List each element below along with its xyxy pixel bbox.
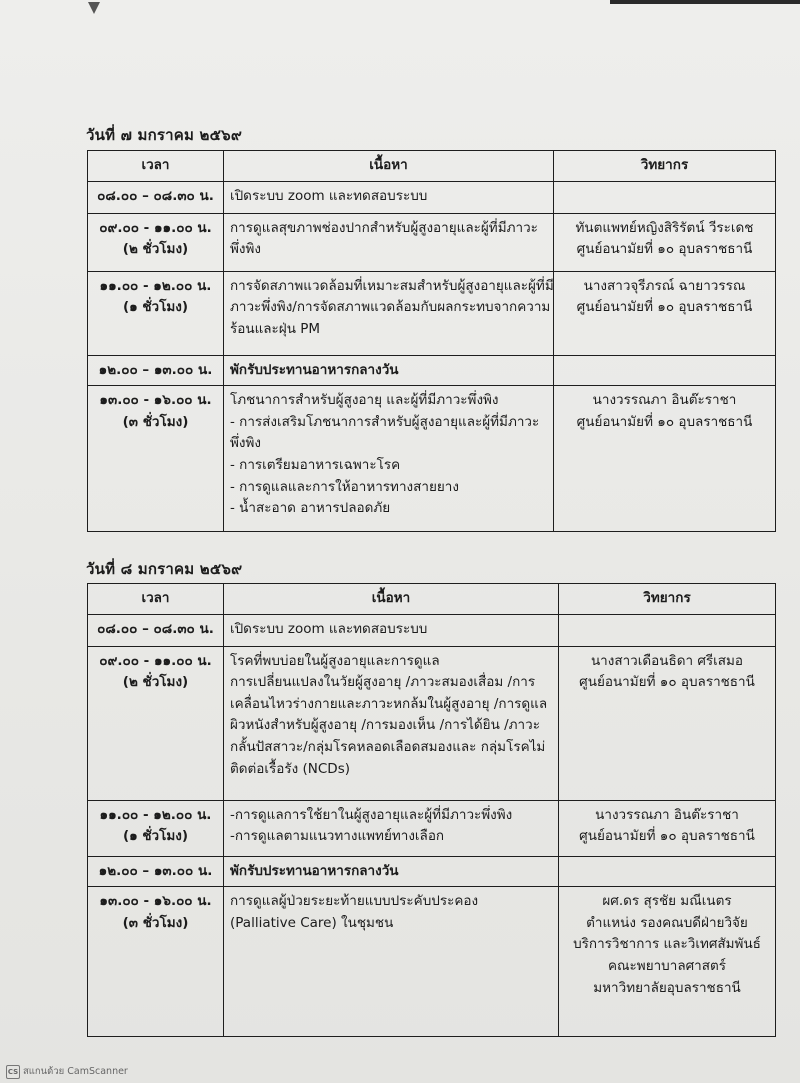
session-content-line: โรคที่พบบ่อยในผู้สูงอายุและการดูแล: [230, 652, 440, 669]
session-content: [224, 800, 559, 856]
session-time: [88, 646, 224, 800]
session-content: [224, 271, 554, 355]
table-row: [88, 181, 776, 213]
session-time-line: (๒ ชั่วโมง): [122, 674, 189, 691]
scanner-text: สแกนด้วย CamScanner: [23, 1066, 128, 1077]
session-speaker: [559, 887, 776, 1037]
session-time-line: ๑๑.๐๐ - ๑๒.๐๐ น.: [99, 806, 212, 823]
session-content-line: เปิดระบบ zoom และทดสอบระบบ: [230, 187, 428, 204]
table-row: [88, 386, 776, 532]
session-time-line: ๑๒.๐๐ – ๑๓.๐๐ น.: [98, 361, 213, 378]
table-row: [88, 887, 776, 1037]
session-time: [88, 614, 224, 646]
session-content-line: การจัดสภาพแวดล้อมที่เหมาะสมสำหรับผู้สูงอายุและผู้ที่มี: [230, 277, 554, 294]
session-time: [88, 856, 224, 887]
session-time-line: ๑๓.๐๐ - ๑๖.๐๐ น.: [99, 893, 212, 910]
session-speaker-line: มหาวิทยาลัยอุบลราชธานี: [593, 979, 741, 996]
session-speaker-line: ตำแหน่ง รองคณบดีฝ่ายวิจัย: [586, 914, 748, 931]
session-time: [88, 355, 224, 386]
session-time-line: ๑๑.๐๐ - ๑๒.๐๐ น.: [99, 277, 212, 294]
session-speaker: [559, 646, 776, 800]
session-speaker-line: คณะพยาบาลศาสตร์: [607, 957, 727, 974]
session-speaker: [559, 856, 776, 887]
session-speaker: [559, 614, 776, 646]
day1-title: วันที่ ๗ มกราคม ๒๕๖๙: [86, 126, 243, 144]
session-time-line: ๑๓.๐๐ - ๑๖.๐๐ น.: [99, 392, 212, 409]
session-content: [224, 213, 554, 271]
table-header: [88, 584, 776, 615]
session-time-line: (๓ ชั่วโมง): [122, 413, 189, 430]
session-time-line: ๐๘.๐๐ – ๐๘.๓๐ น.: [97, 187, 214, 204]
session-time: [88, 800, 224, 856]
session-time: [88, 213, 224, 271]
session-content: [224, 646, 559, 800]
session-speaker: [554, 213, 776, 271]
day2-schedule-table: [87, 583, 776, 1037]
session-content-line: เปิดระบบ zoom และทดสอบระบบ: [230, 620, 428, 637]
session-content-line: เคลื่อนไหวร่างกายและภาวะหกล้มในผู้สูงอายุ /การดูแล: [230, 695, 548, 712]
table-row: [88, 355, 776, 386]
header-content: เนื้อหา: [224, 584, 559, 615]
session-time-line: (๑ ชั่วโมง): [122, 828, 189, 845]
day1-schedule-table: [87, 150, 776, 532]
session-speaker-line: นางวรรณภา อินต๊ะราชา: [595, 806, 739, 823]
session-content: [224, 887, 559, 1037]
session-content-line: การดูแลสุขภาพช่องปากสำหรับผู้สูงอายุและผู้ที่มีภาวะ: [230, 219, 538, 236]
scanner-watermark: [6, 1064, 128, 1079]
table-header: [88, 151, 776, 182]
session-time-line: ๐๘.๐๐ – ๐๘.๓๐ น.: [97, 620, 214, 637]
session-content: [224, 386, 554, 532]
table-row: [88, 800, 776, 856]
session-content-line: การดูแลผู้ป่วยระยะท้ายแบบประคับประคอง: [230, 893, 479, 910]
session-speaker: [554, 386, 776, 532]
header-time: เวลา: [88, 584, 224, 615]
session-content: [224, 355, 554, 386]
session-speaker: [559, 800, 776, 856]
session-speaker-line: นางสาวจุรีภรณ์ ฉายาวรรณ: [583, 277, 746, 294]
table-row: [88, 856, 776, 887]
edge-strip: [610, 0, 800, 4]
session-content-line: พึ่งพิง: [230, 241, 261, 258]
session-speaker-line: ศูนย์อนามัยที่ ๑๐ อุบลราชธานี: [576, 299, 753, 316]
session-time: [88, 271, 224, 355]
session-speaker-line: ศูนย์อนามัยที่ ๑๐ อุบลราชธานี: [579, 828, 755, 845]
session-speaker: [554, 355, 776, 386]
session-content-line: กลั้นปัสสาวะ/กลุ่มโรคหลอดเลือดสมองและ กลุ่มโรคไม่: [230, 738, 546, 755]
header-speaker: วิทยากร: [559, 584, 776, 615]
day2-title: วันที่ ๘ มกราคม ๒๕๖๙: [86, 560, 243, 578]
session-speaker-line: นางสาวเดือนธิดา ศรีเสมอ: [590, 652, 744, 669]
session-time: [88, 887, 224, 1037]
session-speaker-line: ศูนย์อนามัยที่ ๑๐ อุบลราชธานี: [579, 674, 755, 691]
session-time-line: (๒ ชั่วโมง): [122, 241, 189, 258]
session-speaker-line: ผศ.ดร สุรชัย มณีเนตร: [602, 893, 732, 910]
header-time: เวลา: [88, 151, 224, 182]
session-time-line: ๑๒.๐๐ – ๑๓.๐๐ น.: [98, 862, 213, 879]
header-speaker: วิทยากร: [554, 151, 776, 182]
session-content-line: -การดูแลการใช้ยาในผู้สูงอายุและผู้ที่มีภาวะพึ่งพิง: [230, 806, 513, 823]
camscanner-icon: CS: [6, 1065, 20, 1079]
session-content-line: ผิวหนังสำหรับผู้สูงอายุ /การมองเห็น /การได้ยิน /ภาวะ: [230, 717, 540, 734]
session-content: [224, 614, 559, 646]
table-row: [88, 646, 776, 800]
corner-mark: [88, 2, 100, 14]
session-time-line: (๑ ชั่วโมง): [122, 299, 189, 316]
session-content-line: - การเตรียมอาหารเฉพาะโรค: [230, 456, 401, 473]
session-content: [224, 856, 559, 887]
session-content-line: พึ่งพิง: [230, 435, 261, 452]
session-time-line: (๓ ชั่วโมง): [122, 914, 189, 931]
session-content: [224, 181, 554, 213]
session-content-line: -การดูแลตามแนวทางแพทย์ทางเลือก: [230, 828, 445, 845]
session-content-line: ติดต่อเรื้อรัง (NCDs): [230, 760, 351, 777]
session-content-line: - น้ำสะอาด อาหารปลอดภัย: [230, 500, 391, 517]
session-time-line: ๐๙.๐๐ - ๑๑.๐๐ น.: [99, 219, 212, 236]
session-content-line: โภชนาการสำหรับผู้สูงอายุ และผู้ที่มีภาวะพึ่งพิง: [230, 392, 499, 409]
session-speaker-line: ศูนย์อนามัยที่ ๑๐ อุบลราชธานี: [576, 413, 753, 430]
session-speaker-line: นางวรรณภา อินต๊ะราชา: [592, 392, 737, 409]
session-content-line: - การส่งเสริมโภชนาการสำหรับผู้สูงอายุและผู้ที่มีภาวะ: [230, 413, 540, 430]
session-speaker-line: ศูนย์อนามัยที่ ๑๐ อุบลราชธานี: [576, 241, 753, 258]
table-row: [88, 271, 776, 355]
session-content-line: ภาวะพึ่งพิง/การจัดสภาพแวดล้อมกับผลกระทบจากความ: [230, 299, 551, 316]
session-content-line: ร้อนและฝุ่น PM: [230, 320, 321, 337]
session-content-line: การเปลี่ยนแปลงในวัยผู้สูงอายุ /ภาวะสมองเสื่อม /การ: [230, 674, 536, 691]
session-time-line: ๐๙.๐๐ - ๑๑.๐๐ น.: [99, 652, 212, 669]
session-time: [88, 181, 224, 213]
header-content: เนื้อหา: [224, 151, 554, 182]
session-time: [88, 386, 224, 532]
session-content-line: - การดูแลและการให้อาหารทางสายยาง: [230, 478, 459, 495]
session-speaker-line: ทันตแพทย์หญิงสิริรัตน์ วีระเดช: [575, 219, 754, 236]
table-row: [88, 614, 776, 646]
session-speaker-line: บริการวิชาการ และวิเทศสัมพันธ์: [573, 936, 761, 953]
table-row: [88, 213, 776, 271]
session-content-line: (Palliative Care) ในชุมชน: [230, 914, 394, 931]
session-speaker: [554, 181, 776, 213]
session-content-line: พักรับประทานอาหารกลางวัน: [230, 361, 399, 378]
session-speaker: [554, 271, 776, 355]
session-content-line: พักรับประทานอาหารกลางวัน: [230, 862, 399, 879]
